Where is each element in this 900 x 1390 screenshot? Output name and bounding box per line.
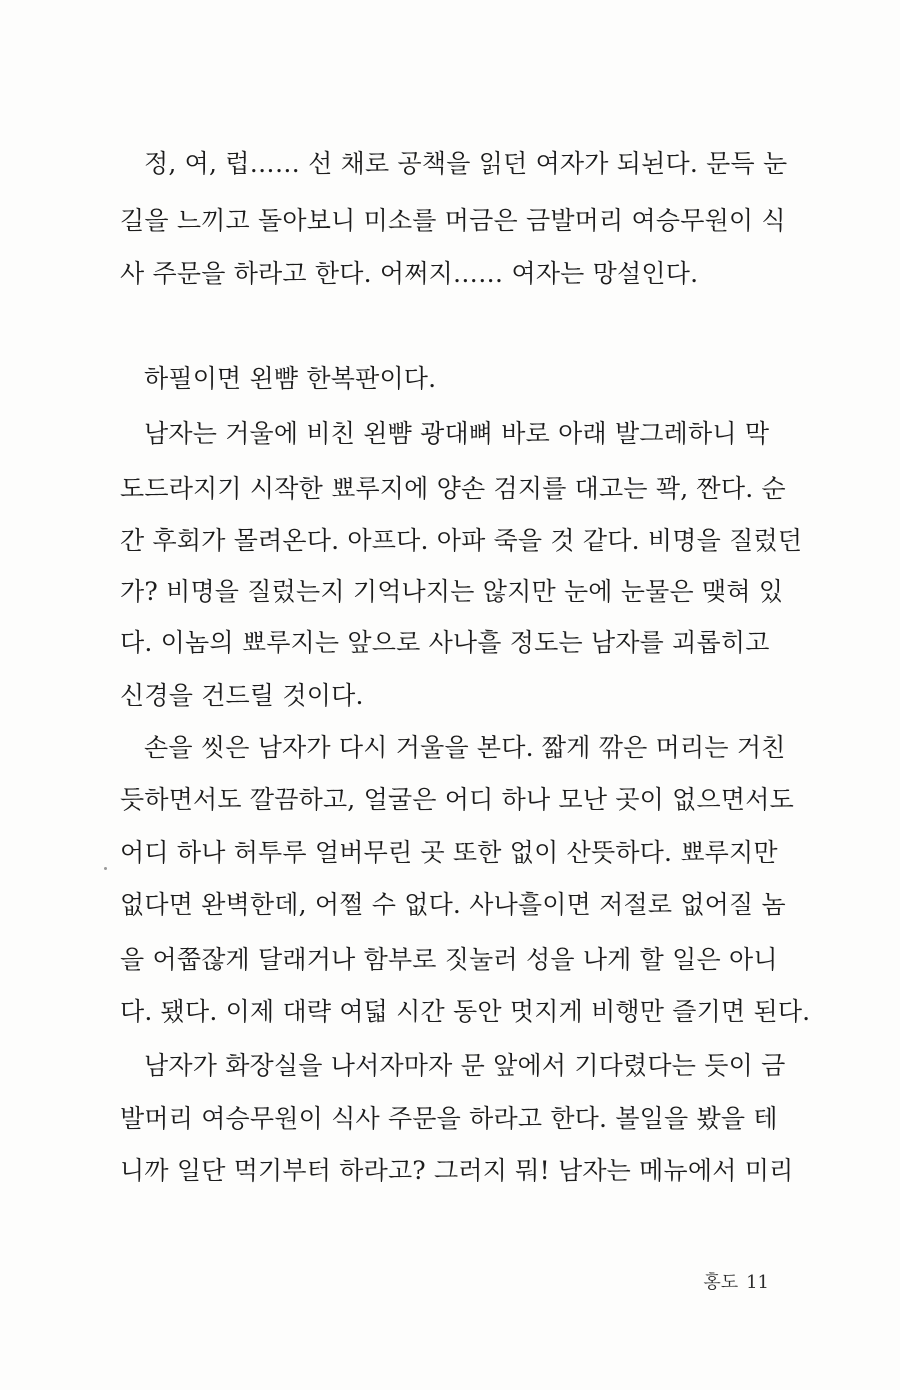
text-line: 발머리 여승무원이 식사 주문을 하라고 한다. 볼일을 봤을 테 (120, 1104, 778, 1133)
text-line: 남자가 화장실을 나서자마자 문 앞에서 기다렸다는 듯이 금 (144, 1051, 786, 1080)
text-line: 도드라지기 시작한 뾰루지에 양손 검지를 대고는 꽉, 짠다. 순 (120, 474, 786, 503)
text-line: 신경을 건드릴 것이다. (120, 681, 364, 710)
text-line: 간 후회가 몰려온다. 아프다. 아파 죽을 것 같다. 비명을 질렀던 (120, 526, 803, 555)
text-line: 듯하면서도 깔끔하고, 얼굴은 어디 하나 모난 곳이 없으면서도 (120, 785, 794, 814)
text-line: 어디 하나 허투루 얼버무린 곳 또한 없이 산뜻하다. 뾰루지만 (120, 838, 778, 867)
page-footer (703, 1268, 769, 1294)
text-line: 길을 느끼고 돌아보니 미소를 머금은 금발머리 여승무원이 식 (120, 206, 786, 235)
text-line: 없다면 완벽한데, 어쩔 수 없다. 사나흘이면 저절로 없어질 놈 (120, 890, 786, 919)
page-number: 11 (746, 1272, 769, 1293)
text-line: 가? 비명을 질렀는지 기억나지는 않지만 눈에 눈물은 맺혀 있 (120, 577, 784, 606)
print-speck (104, 867, 107, 870)
text-line: 손을 씻은 남자가 다시 거울을 본다. 짧게 깎은 머리는 거친 (144, 733, 786, 762)
text-line: 사 주문을 하라고 한다. 어쩌지…… 여자는 망설인다. (120, 259, 699, 288)
text-line: 남자는 거울에 비친 왼뺨 광대뼈 바로 아래 발그레하니 막 (144, 419, 770, 448)
text-line: 다. 됐다. 이제 대략 여덟 시간 동안 멋지게 비행만 즐기면 된다. (120, 997, 811, 1026)
text-line: 하필이면 왼뺨 한복판이다. (144, 364, 437, 393)
text-line: 을 어쭙잖게 달래거나 함부로 짓눌러 성을 나게 할 일은 아니 (120, 945, 778, 974)
text-line: 니까 일단 먹기부터 하라고? 그러지 뭐! 남자는 메뉴에서 미리 (120, 1156, 794, 1185)
running-title: 홍도 (703, 1272, 739, 1293)
text-line: 다. 이놈의 뾰루지는 앞으로 사나흘 정도는 남자를 괴롭히고 (120, 628, 770, 657)
text-line: 정, 여, 럽…… 선 채로 공책을 읽던 여자가 되뇐다. 문득 눈 (144, 149, 788, 178)
